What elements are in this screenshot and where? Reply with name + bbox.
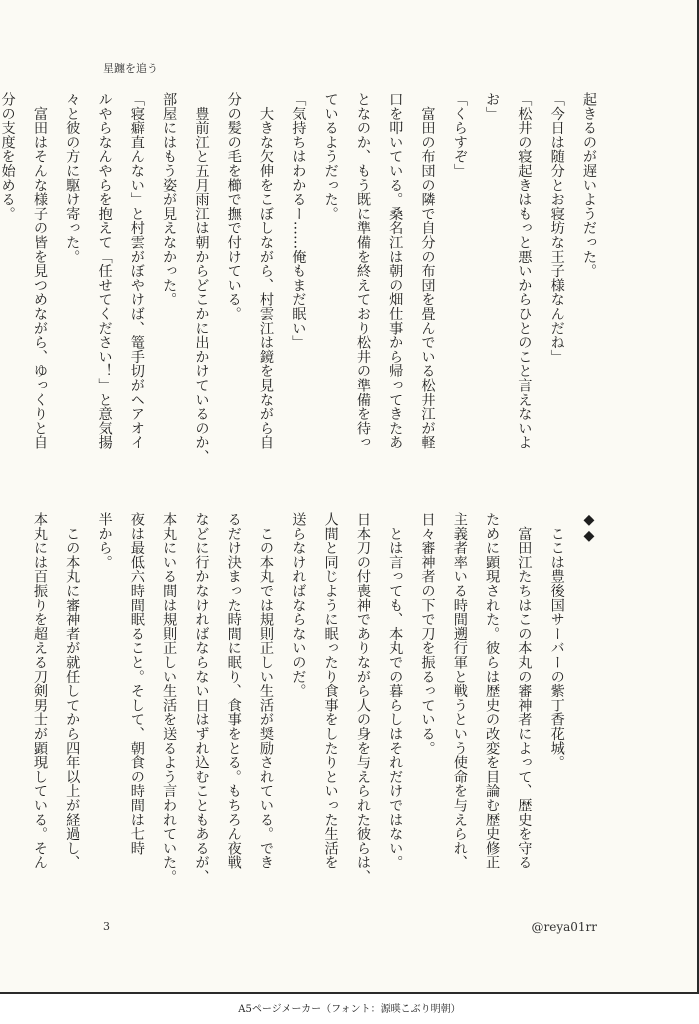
text-line: 人間と同じように眠ったり食事をしたりといった生活を xyxy=(322,512,339,870)
text-line: 富田はそんな様子の皆を見つめながら、ゆっくりと自 xyxy=(31,92,48,450)
text-line: 半から。 xyxy=(96,512,113,570)
text-line: 本丸には百振りを超える刀剣男士が顕現している。そん xyxy=(31,512,48,870)
page-number: 3 xyxy=(103,920,110,933)
generator-caption: A5ページメーカー（フォント：源暎こぶり明朝） xyxy=(238,1004,461,1015)
text-line: 富田江たちはこの本丸の審神者によって、歴史を守る xyxy=(516,512,533,870)
text-line: 分の支度を始める。 xyxy=(0,92,16,221)
text-line: 日本刀の付喪神でありながら人の身を与えられた彼らは、 xyxy=(354,512,371,884)
text-line: などに行かなければならない日はずれ込むこともあるが、 xyxy=(193,512,210,884)
text-line: 「くらすぞ」 xyxy=(451,92,468,178)
section-break-diamonds-icon: ◆◆ xyxy=(581,512,597,545)
text-line: お」 xyxy=(484,92,501,121)
author-handle: @reya01rr xyxy=(531,920,597,934)
text-line: この本丸に審神者が就任してから四年以上が経過し、 xyxy=(64,512,81,870)
text-line: 夜は最低六時間眠ること。そして、朝食の時間は七時 xyxy=(128,512,145,856)
text-line: 主義者率いる時間遡行軍と戦うという使命を与えられ、 xyxy=(451,512,468,870)
text-line: 大きな欠伸をこぼしながら、村雲江は鏡を見ながら自 xyxy=(258,92,275,450)
text-line: ここは豊後国サーバーの紫丁香花城。 xyxy=(548,512,565,770)
text-line: 「今日は随分とお寝坊な王子様なんだね」 xyxy=(548,92,565,364)
text-line: 豊前江と五月雨江は朝からどこかに出かけているのか、 xyxy=(193,92,210,464)
text-line: るだけ決まった時間に眠り、食事をとる。もちろん夜戦 xyxy=(225,512,242,870)
text-line: 々と彼の方に駆け寄った。 xyxy=(64,92,81,264)
text-line: ルやらなんやらを抱えて「任せてください！」と意気揚 xyxy=(96,92,113,450)
text-line: 富田の布団の隣で自分の布団を畳んでいる松井江が軽 xyxy=(419,92,436,450)
text-line: 起きるのが遅いようだった。 xyxy=(581,92,597,278)
text-line: ているようだった。 xyxy=(322,92,339,221)
text-line: 部屋にはもう姿が見えなかった。 xyxy=(161,92,178,307)
text-line: 日々審神者の下で刀を振るっている。 xyxy=(419,512,436,756)
text-line: 送らなければならないのだ。 xyxy=(290,512,307,698)
text-line: 分の髪の毛を櫛で撫で付けている。 xyxy=(225,92,242,321)
text-line: 「寝癖直んない」と村雲がぼやけば、篭手切がヘアオイ xyxy=(128,92,145,450)
text-line: 「松井の寝起きはもっと悪いからひとのこと言えないよ xyxy=(516,92,533,450)
text-line: とは言っても、本丸での暮らしはそれだけではない。 xyxy=(387,512,404,870)
text-line: 本丸にいる間は規則正しい生活を送るよう言われていた。 xyxy=(161,512,178,884)
text-line: となのか、もう既に準備を終えており松井の準備を待っ xyxy=(354,92,371,450)
lower-text-column xyxy=(31,512,605,912)
text-line: 口を叩いている。桑名江は朝の畑仕事から帰ってきたあ xyxy=(387,92,404,450)
text-line: 「気持ちはわかるー……俺もまだ眠い」 xyxy=(290,92,307,350)
upper-text-column xyxy=(0,92,605,492)
running-title: 星躔を追う xyxy=(103,62,158,75)
text-line: ために顕現された。彼らは歴史の改変を目論む歴史修正 xyxy=(484,512,501,870)
text-line: この本丸では規則正しい生活が奨励されている。でき xyxy=(258,512,275,870)
